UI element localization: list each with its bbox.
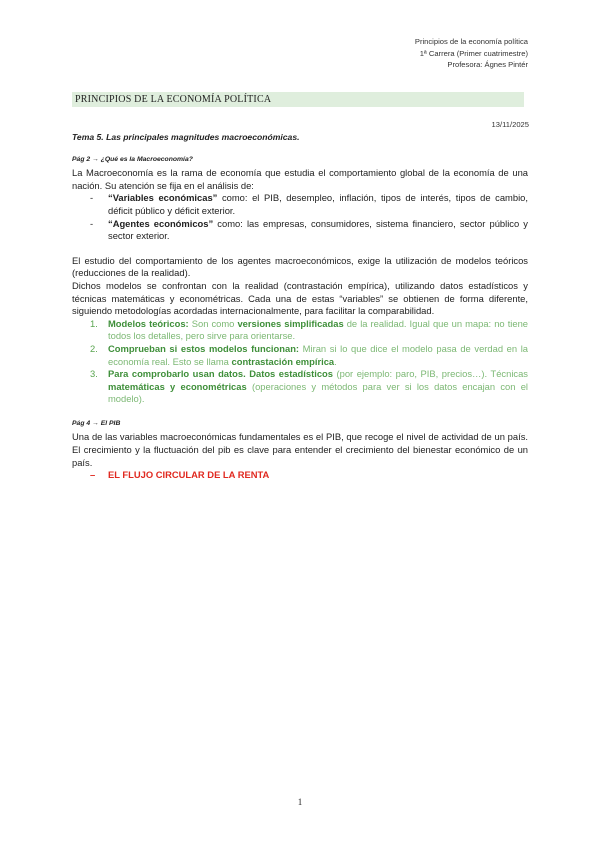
item-bold: Para comprobarlo usan datos. Datos estadísticos <box>108 368 333 380</box>
item-number: 3. <box>90 368 98 380</box>
red-list <box>72 469 528 482</box>
item-text: (operaciones y métodos para ver si los datos encajan con el modelo). <box>108 380 528 405</box>
item-bold: Comprueban si estos modelos funcionan: <box>108 342 300 354</box>
section-heading-pib: Pág 4 → El PIB <box>72 419 121 427</box>
list-item-text: como: el PIB, desempleo, inflación, tipos de interés, tipos de cambio, déficit público y déficit exterior. <box>108 192 528 216</box>
item-text: Miran si lo que dice el modelo pasa de verdad en la economía real. Esto se llama <box>108 342 528 367</box>
bullet-list <box>72 192 528 242</box>
numbered-item <box>72 343 528 368</box>
header-course: Principios de la economía política <box>414 37 528 46</box>
paragraph-pib: Una de las variables macroeconómicas fundamentales es el PIB, que recoge el nivel de actividad de un país. El crecimiento y la fluctuación del pib es clave para entender el crecimiento del bienestar económico de un país. <box>72 431 528 468</box>
item-number: 1. <box>90 317 98 329</box>
document-title: PRINCIPIOS DE LA ECONOMÍA POLÍTICA <box>72 92 524 107</box>
item-text: Son como <box>188 317 238 329</box>
document-body <box>72 131 528 482</box>
numbered-item <box>72 368 528 406</box>
list-item <box>72 469 528 482</box>
header-professor: Profesora: Ágnes Pintér <box>447 60 528 69</box>
document-date: 13/11/2025 <box>491 120 529 129</box>
list-dash: – <box>90 469 96 481</box>
paragraph-models: El estudio del comportamiento de los agentes macroeconómicos, exige la utilización de modelos teóricos (reducciones de la realidad). <box>72 254 528 279</box>
numbered-list <box>72 318 528 406</box>
list-item-text: EL FLUJO CIRCULAR DE LA RENTA <box>108 469 270 481</box>
list-item-bold: “Variables económicas” <box>108 192 218 204</box>
paragraph-intro: La Macroeconomía es la rama de economía que estudia el comportamiento global de la economía de una nación. Su atención se fija en el análisis de: <box>72 167 528 191</box>
item-bold: matemáticas y econométricas <box>108 380 247 392</box>
item-text: de la realidad. Igual que un mapa: no tiene todos los detalles, pero sirve para orientarse. <box>108 317 529 342</box>
numbered-item <box>72 318 528 343</box>
item-bold: Modelos teóricos: <box>108 317 189 329</box>
topic-title: Tema 5. Las principales magnitudes macroeconómicas. <box>72 132 300 142</box>
page-number: 1 <box>297 797 303 807</box>
list-item-bold: “Agentes económicos” <box>108 217 214 229</box>
list-item <box>72 192 528 217</box>
list-item <box>72 218 528 243</box>
item-number: 2. <box>90 342 98 354</box>
running-header <box>415 36 528 71</box>
item-text: (por ejemplo: paro, PIB, precios…). Técnicas <box>332 368 528 380</box>
header-year: 1ª Carrera (Primer cuatrimestre) <box>419 48 528 58</box>
list-dash: - <box>90 192 94 204</box>
item-bold: contrastación empírica <box>231 355 335 367</box>
list-dash: - <box>90 217 94 229</box>
section-heading-macroeconomia: Pág 2 → ¿Qué es la Macroeconomía? <box>72 155 193 163</box>
item-bold: versiones simplificadas <box>237 317 344 329</box>
paragraph-contrast: Dichos modelos se confrontan con la realidad (contrastación empírica), utilizando datos estadísticos y técnicas matemáticas y econométricas. Cada una de estas “variables” se obtienen de forma diferente, siguiendo metodologías acordadas internacionalmente, para facilitar la comparabilidad. <box>72 279 528 317</box>
item-text: . <box>334 355 337 367</box>
list-item-text: como: las empresas, consumidores, sistema financiero, sector público y sector exterior. <box>108 217 528 242</box>
